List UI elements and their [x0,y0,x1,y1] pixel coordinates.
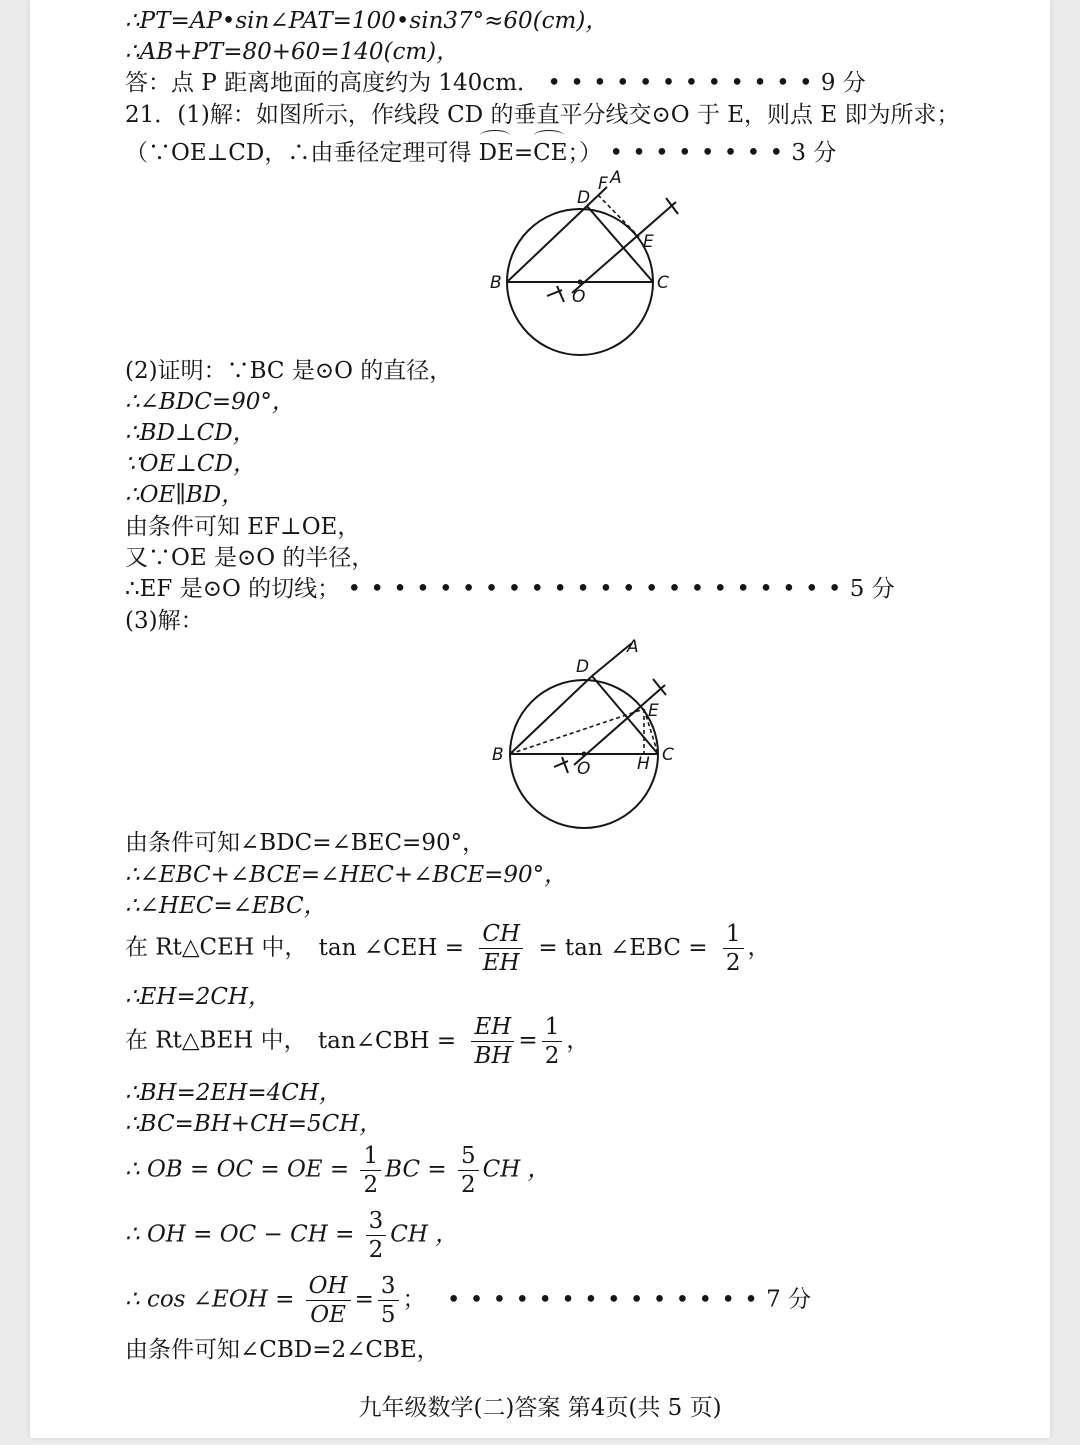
line-pt-calc: ∴PT=AP•sin∠PAT=100•sin37°≈60(cm)， [125,8,609,34]
numerator: 1 [723,920,744,949]
fraction-one-half [723,920,744,977]
line-p3-4: ∴∠HEC=∠EBC， [125,893,327,919]
ch-term: CH ， [390,1221,459,1248]
score-dots: • • • • • • • • • • • • • • [446,1286,759,1313]
denominator: 2 [460,1172,476,1198]
arc-mark-bottom-b [562,757,568,773]
label-h: H [637,754,650,774]
equals: = [354,1286,374,1313]
score-dots: • • • • • • • • [609,140,785,166]
reason-end: ；） [567,140,603,166]
line-p3-13: 由条件可知∠CBD=2∠CBE， [125,1337,440,1363]
label-c: C [657,273,669,293]
denominator: 2 [368,1237,384,1263]
line-p2-2: ∴∠BDC=90°， [125,389,295,415]
radius-equality: ∴ OB = OC = OE = [125,1156,350,1183]
label-f: F [598,174,608,194]
line-p3-1: (3)解： [125,608,204,634]
center-dot [578,280,583,285]
score-dots: • • • • • • • • • • • • [547,70,814,96]
cos-eoh: ∴ cos ∠EOH = [125,1286,295,1313]
fraction-eh-bh [471,1013,514,1070]
numerator: 3 [378,1272,399,1301]
dashed-ef [598,195,639,237]
semicolon: ； [402,1286,426,1313]
line-sum-calc: ∴AB+PT=80+60=140(cm)， [125,39,460,65]
line-p2-7: 又∵OE 是⊙O 的半径， [125,545,375,571]
line-p3-2: 由条件可知∠BDC=∠BEC=90°， [125,830,486,856]
denominator: EH [482,950,520,976]
numerator: 5 [458,1142,479,1171]
numerator: 1 [360,1142,381,1171]
denominator: 2 [363,1172,379,1198]
label-a: A [627,637,639,657]
denominator: BH [474,1043,512,1069]
score-dots: • • • • • • • • • • • • • • • • • • • • • • [347,576,843,602]
line-p2-4: ∵OE⊥CD， [125,451,256,477]
denominator: OE [310,1302,346,1328]
label-c: C [662,745,674,765]
line-p3-12 [125,1272,811,1329]
score-label: 7 分 [766,1286,812,1313]
figure-1-construction [480,165,720,360]
numerator: 3 [366,1207,387,1236]
line-p3-9: ∴BC=BH+CH=5CH， [125,1111,383,1137]
line-q21-reason [125,138,836,168]
label-b: B [492,745,504,765]
arc-ce-label: CE [533,140,568,166]
bc-term: BC = [385,1156,447,1183]
label-d: D [577,188,591,208]
label-a: A [610,168,622,188]
label-d: D [576,657,590,677]
score-label: 3 分 [791,140,837,166]
tan-ceh: tan ∠CEH = [318,934,465,961]
numerator: EH [471,1013,514,1042]
fraction-oh-oe [306,1272,351,1329]
fraction-one-half [360,1142,381,1199]
dashed-be [510,709,644,754]
arc-de-label: DE [478,140,514,166]
arc-de [479,138,514,168]
denominator: 2 [544,1043,560,1069]
fraction-three-fifths [378,1272,399,1329]
score-label: 5 分 [849,576,895,602]
ray-da [592,643,632,676]
line-p3-8: ∴BH=2EH=4CH， [125,1080,342,1106]
line-p3-6: ∴EH=2CH， [125,984,272,1010]
arc-de-symbol [480,130,510,141]
comma: ， [566,1027,590,1054]
tangent-conclusion: ∴EF 是⊙O 的切线； [125,576,341,602]
line-p2-3: ∴BD⊥CD， [125,420,256,446]
label-e: E [648,701,659,721]
arc-mark-bottom-b [557,286,564,302]
line-p3-3: ∴∠EBC+∠BCE=∠HEC+∠BCE=90°， [125,862,568,888]
line-p2-1: (2)证明：∵BC 是⊙O 的直径， [125,358,453,384]
answer-text: 答：点 P 距离地面的高度约为 140cm． [125,70,540,96]
arc-ce-symbol [534,130,564,141]
tan-cbh: tan∠CBH = [317,1027,457,1054]
rt-triangle-ceh: 在 Rt△CEH 中， [125,934,308,961]
equals: = [518,1027,538,1054]
reason-text: （∵OE⊥CD，∴由垂径定理可得 [125,140,472,166]
line-p3-7 [125,1013,589,1070]
line-p2-5: ∴OE∥BD， [125,482,245,508]
ch-term: CH ， [482,1156,551,1183]
label-o: O [572,287,586,307]
page-footer: 九年级数学(二)答案 第4页(共 5 页) [358,1395,722,1421]
center-dot [582,752,587,757]
fraction-five-halves [458,1142,479,1199]
rt-triangle-beh: 在 Rt△BEH 中， [125,1027,307,1054]
line-p3-11 [125,1207,458,1264]
label-b: B [490,273,502,293]
score-label: 9 分 [820,70,866,96]
tan-ebc: = tan ∠EBC = [538,934,708,961]
fraction-ch-eh [479,920,523,977]
label-e: E [643,232,654,252]
line-p3-10 [125,1142,551,1199]
fraction-one-half [542,1013,563,1070]
arc-mark-top [666,198,678,214]
label-o: O [577,759,591,779]
line-p3-5 [125,920,771,977]
arc-ce [533,138,567,168]
line-p2-8 [125,574,895,604]
line-answer-20 [125,68,866,98]
oh-equation: ∴ OH = OC − CH = [125,1221,355,1248]
numerator: CH [479,920,523,949]
numerator: 1 [542,1013,563,1042]
figure-2-construction [482,635,722,835]
fraction-three-halves [366,1207,387,1264]
denominator: 2 [725,950,741,976]
comma: ， [747,934,771,961]
line-q21-part1: 21．(1)解：如图所示，作线段 CD 的垂直平分线交⊙O 于 E，则点 E 即为所求； [125,102,960,128]
arc-equals: = [513,140,534,166]
numerator: OH [306,1272,351,1301]
line-p2-6: 由条件可知 EF⊥OE， [125,514,361,540]
denominator: 5 [380,1302,396,1328]
answer-sheet-page [30,0,1050,1438]
